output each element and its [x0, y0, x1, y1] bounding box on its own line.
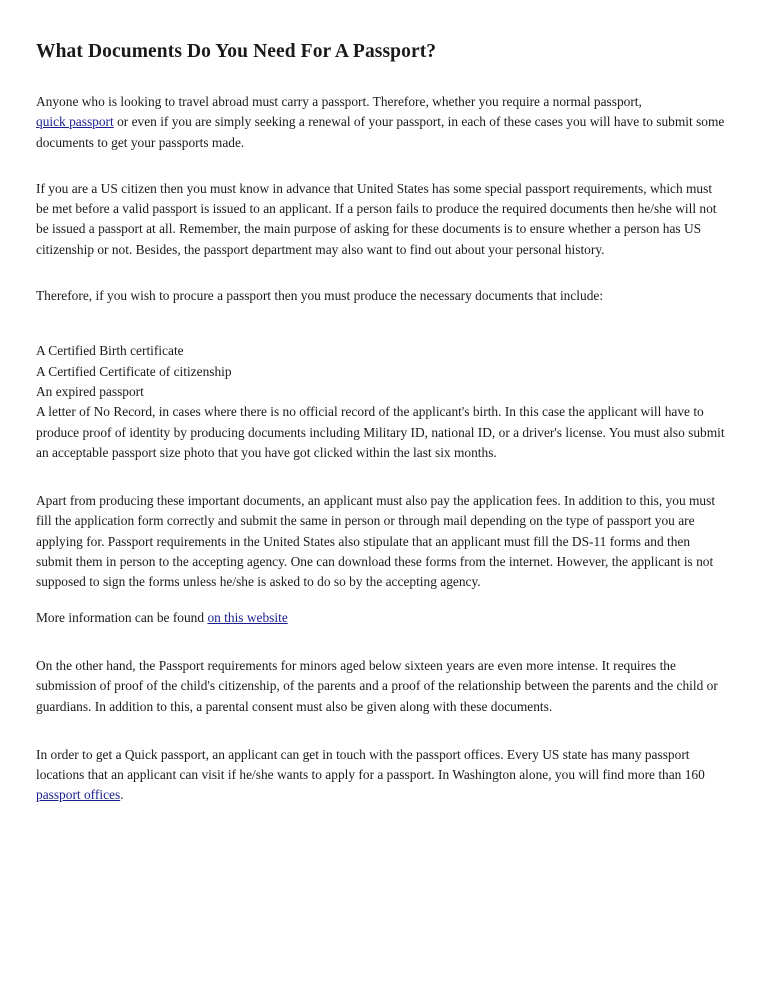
- quick-passport-link[interactable]: quick passport: [36, 114, 114, 130]
- document-page: [36, 40, 726, 806]
- intro-text-after: or even if you are simply seeking a renewal of your passport, in each of these cases you will have to submit some documents to get your passports made.: [36, 114, 725, 150]
- list-item: An expired passport: [36, 383, 144, 399]
- documents-intro-paragraph: Therefore, if you wish to procure a passport then you must produce the necessary documents that include:: [36, 288, 604, 304]
- page-title: What Documents Do You Need For A Passport?: [36, 41, 437, 62]
- quick-passport-paragraph: [36, 745, 726, 806]
- list-item: A Certified Birth certificate: [36, 343, 184, 359]
- more-info-paragraph: [36, 608, 726, 628]
- intro-text-before: Anyone who is looking to travel abroad must carry a passport. Therefore, whether you require a normal passport,: [36, 94, 642, 109]
- more-info-text: More information can be found: [36, 609, 208, 625]
- quick-passport-text-after: .: [120, 787, 124, 803]
- fees-paragraph: Apart from producing these important documents, an applicant must also pay the application fees. In addition to this, you must fill the application form correctly and submit the same in person or through mail depending on the type of passport you are applying for. Passport requirements in the United States also stipulate that an applicant must fill the DS-11 forms and then submit them in person to the accepting agency. One can download these forms from the internet. However, the applicant is not supposed to sign the forms unless he/she is asked to do so by the accepting agency.: [36, 493, 716, 590]
- passport-offices-link[interactable]: passport offices: [36, 787, 121, 803]
- website-link[interactable]: on this website: [207, 609, 288, 625]
- list-item: A Certified Certificate of citizenship: [36, 363, 232, 379]
- documents-list: [36, 341, 726, 463]
- list-item: A letter of No Record, in cases where there is no official record of the applicant's birth. In this case the applicant will have to produce proof of identity by producing documents including Military ID, national ID, or a driver's license. You must also submit an acceptable passport size photo that you have got clicked within the last six months.: [36, 404, 725, 460]
- minors-paragraph: On the other hand, the Passport requirements for minors aged below sixteen years are even more intense. It requires the submission of proof of the child's citizenship, of the parents and a proof of the relationship between the parents and the child or guardians. In addition to this, a parental consent must also be given along with these documents.: [36, 657, 718, 714]
- quick-passport-text-before: In order to get a Quick passport, an applicant can get in touch with the passport offices. Every US state has many passport locations that an applicant can visit if he/she wants to apply for a passport. In Washington alone, you will find more than 160: [36, 746, 705, 783]
- intro-paragraph: [36, 92, 726, 153]
- us-citizen-paragraph: If you are a US citizen then you must know in advance that United States has some special passport requirements, which must be met before a valid passport is issued to an applicant. If a person fails to produce the required documents then he/she will not be issued a passport at all. Remember, the main purpose of asking for these documents is to ensure whether a person has US citizenship or not. Besides, the passport department may also want to find out about your personal history.: [36, 180, 717, 257]
